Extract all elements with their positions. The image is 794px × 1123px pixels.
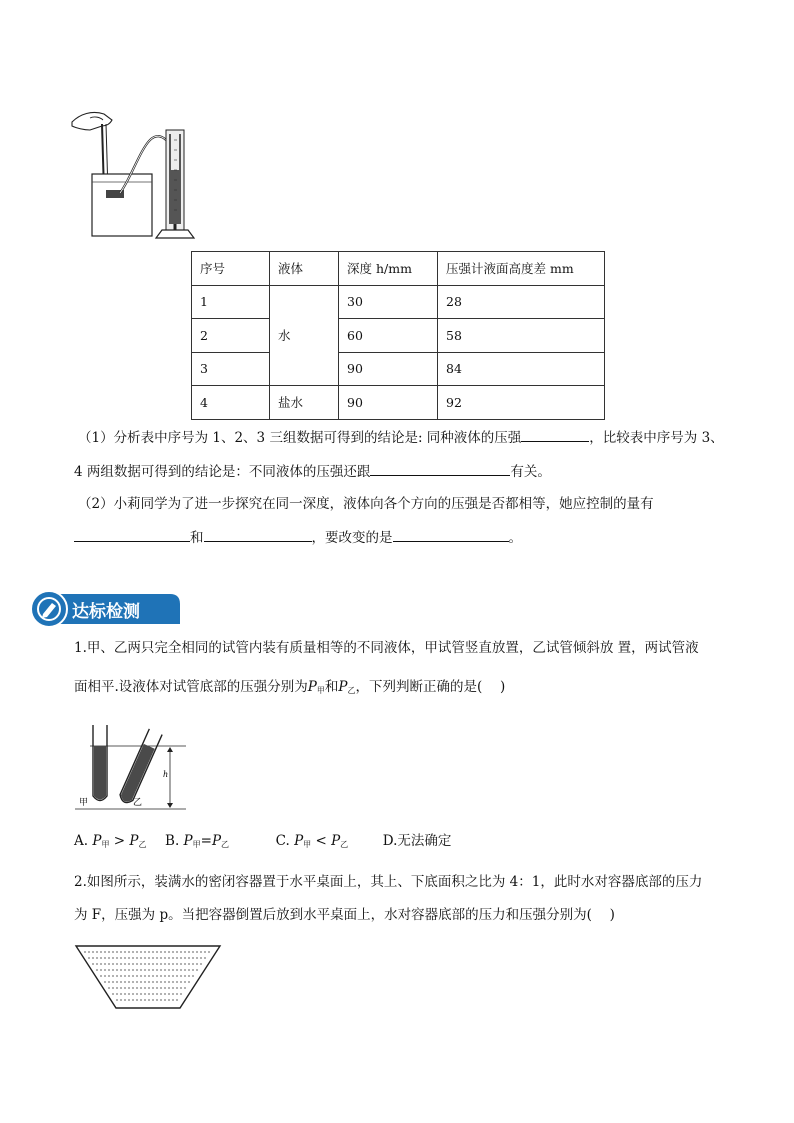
subscript: 乙 (221, 840, 230, 849)
pressure-symbol: P (338, 679, 348, 695)
problem-1-options (74, 831, 451, 855)
table-cell: 2 (192, 319, 270, 353)
table-cell: 84 (438, 352, 605, 386)
table-cell: 28 (438, 285, 605, 319)
question-2-line-1: （2）小莉同学为了进一步探究在同一深度，液体向各个方向的压强是否都相等，她应控制的量有 (78, 496, 654, 512)
option-a[interactable] (74, 833, 151, 849)
table-cell-merged-liquid: 水 (270, 285, 339, 386)
operator: > (113, 833, 126, 849)
table-cell: 30 (339, 285, 438, 319)
inverted-trapezoid-container-figure (74, 942, 222, 1012)
pressure-symbol: P (92, 833, 102, 849)
header-cell: 深度 h/mm (339, 252, 438, 286)
section-title: 达标检测 (72, 602, 140, 622)
pressure-symbol: P (331, 833, 341, 849)
tube-jia-label: 甲 (79, 798, 89, 808)
test-tubes-figure (70, 725, 190, 810)
question-1-line-1 (78, 427, 724, 448)
table-cell: 3 (192, 352, 270, 386)
option-b[interactable] (165, 833, 233, 849)
question-text: （1）分析表中序号为 1、2、3 三组数据可得到的结论是: 同种液体的压强 (78, 430, 522, 446)
option-letter: C. (275, 833, 290, 849)
problem-2-line-1: 2.如图所示，装满水的密闭容器置于水平桌面上，其上、下底面积之比为 4：1，此时水对容器底部的压力 (74, 874, 703, 890)
option-c[interactable] (276, 833, 353, 849)
subscript: 乙 (340, 840, 349, 849)
question-text: 面相平.设液体对试管底部的压强分别为 (74, 679, 308, 695)
question-text: ，比较表中序号为 3、 (589, 430, 724, 446)
subscript: 甲 (316, 686, 325, 695)
question-2-line-2 (74, 527, 522, 548)
answer-blank (521, 427, 589, 442)
pressure-symbol: P (294, 833, 304, 849)
option-d[interactable]: D.无法确定 (382, 833, 452, 849)
header-cell: 液体 (270, 252, 339, 286)
answer-blank (204, 527, 312, 542)
header-cell: 序号 (192, 252, 270, 286)
option-letter: A. (74, 833, 89, 849)
problem-1-line-1: 1.甲、乙两只完全相同的试管内装有质量相等的不同液体，甲试管竖直放置，乙试管倾斜放 置，两试管液 (74, 640, 699, 656)
table-cell: 60 (339, 319, 438, 353)
problem-2-line-2: 为 F，压强为 p。当把容器倒置后放到水平桌面上，水对容器底部的压力和压强分别为( ) (74, 907, 615, 923)
table-row (192, 352, 605, 386)
table-row (192, 386, 605, 420)
subscript: 乙 (138, 840, 147, 849)
tube-yi-label: 乙 (133, 798, 143, 808)
table-row (192, 285, 605, 319)
problem-1-line-2 (74, 677, 505, 701)
data-table (191, 251, 605, 420)
table-cell: 58 (438, 319, 605, 353)
option-letter: B. (165, 833, 180, 849)
pressure-symbol: P (211, 833, 222, 849)
table-cell: 90 (339, 386, 438, 420)
question-text: 4 两组数据可得到的结论是：不同液体的压强还跟 (74, 464, 371, 480)
table-cell: 92 (438, 386, 605, 420)
pressure-symbol: P (183, 833, 193, 849)
subscript: 甲 (101, 840, 110, 849)
subscript: 甲 (303, 840, 312, 849)
pressure-symbol: P (307, 679, 317, 695)
pressure-symbol: P (129, 833, 139, 849)
question-text: ，下列判断正确的是( ) (355, 679, 506, 695)
question-text: 。 (508, 530, 522, 546)
header-cell: 压强计液面高度差 mm (438, 252, 605, 286)
table-cell: 盐水 (270, 386, 339, 420)
operator: = (200, 833, 212, 849)
table-cell: 90 (339, 352, 438, 386)
operator: < (315, 833, 327, 849)
table-cell: 1 (192, 285, 270, 319)
pressure-gauge-apparatus-figure (70, 100, 200, 240)
section-banner (30, 590, 182, 628)
table-cell: 4 (192, 386, 270, 420)
question-text: 和 (190, 530, 204, 546)
question-1-line-2 (74, 461, 551, 482)
answer-blank (393, 527, 509, 542)
answer-blank (370, 461, 510, 476)
question-text: 有关。 (510, 464, 551, 480)
subscript: 乙 (347, 686, 356, 695)
table-header-row (192, 252, 605, 286)
pencil-check-icon (35, 595, 63, 623)
subscript: 甲 (192, 840, 201, 849)
question-text: 和 (324, 679, 339, 695)
table-row (192, 319, 605, 353)
answer-blank (74, 527, 190, 542)
h-label: h (163, 770, 169, 779)
question-text: ，要改变的是 (311, 530, 393, 546)
